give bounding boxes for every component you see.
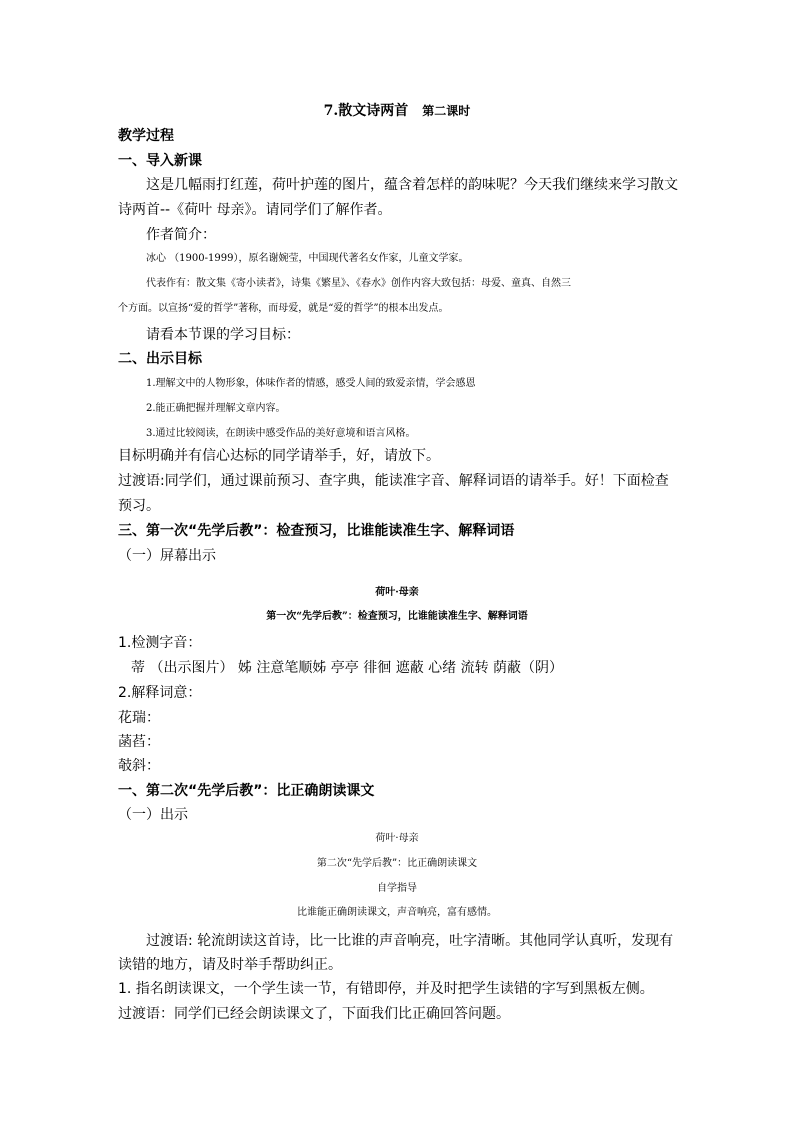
slide-2-title: 荷叶·母亲 xyxy=(375,833,419,844)
goal-2: 2.能正确把握并理解文章内容。 xyxy=(146,403,286,414)
transition-3: 过渡语：同学们已经会朗读课文了，下面我们比正确回答问题。 xyxy=(118,1006,510,1022)
transition-1-line-1: 过渡语:同学们，通过课前预习、查字典，能读准字音、解释词语的请举手。好！下面检查 xyxy=(118,473,669,489)
author-intro: 冰心 （1900-1999），原名谢婉莹，中国现代著名女作家，儿童文学家。 xyxy=(146,253,469,264)
goal-3: 3.通过比较阅读，在朗读中感受作品的美好意境和语言风格。 xyxy=(146,428,416,439)
intro-paragraph-line-2: 诗两首--《荷叶 母亲》。请同学们了解作者。 xyxy=(118,202,392,218)
author-heading: 作者简介： xyxy=(146,227,216,243)
vocabulary-item-2: 菡萏： xyxy=(118,734,160,750)
vocabulary-item-3: 攲斜： xyxy=(118,758,160,774)
section-4-heading: 一、第二次“先学后教”：比正确朗读课文 xyxy=(118,783,375,799)
vocabulary-heading: 2.解释词意： xyxy=(118,685,202,701)
show-2-label: （一）出示 xyxy=(118,807,188,823)
section-3-heading: 三、第一次“先学后教”：检查预习，比谁能读准生字、解释词语 xyxy=(118,523,515,539)
page-title xyxy=(0,102,794,120)
pronunciation-heading: 1.检测字音： xyxy=(118,635,202,651)
vocabulary-item-1: 花瑞： xyxy=(118,710,160,726)
transition-2-line-1: 过渡语: 轮流朗读这首诗，比一比谁的声音响亮，吐字清晰。其他同学认真听，发现有 xyxy=(146,933,674,949)
slide-2-guide: 自学指导 xyxy=(377,883,417,894)
section-1-heading: 一、导入新课 xyxy=(118,153,202,169)
section-2-heading: 二、出示目标 xyxy=(118,351,202,367)
works-line-1: 代表作有：散文集《寄小读者》，诗集《繁星》、《春水》创作内容大致包括：母爱、童真、自然三 xyxy=(146,278,571,289)
intro-paragraph-line-1: 这是几幅雨打红莲，荷叶护莲的图片，蕴含着怎样的韵味呢？今天我们继续来学习散文 xyxy=(146,177,678,193)
transition-2-line-2: 读错的地方，请及时举手帮助纠正。 xyxy=(118,957,342,973)
works-line-2: 个方面。以宣扬“爱的哲学”著称，而母爱，就是“爱的哲学”的根本出发点。 xyxy=(118,303,449,314)
slide-2-requirement: 比谁能正确朗读课文，声音响亮，富有感情。 xyxy=(297,907,497,918)
screen-show-label: （一）屏幕出示 xyxy=(118,548,216,564)
slide-2-subtitle: 第二次“先学后教”：比正确朗读课文 xyxy=(316,858,478,869)
slide-1-title: 荷叶·母亲 xyxy=(375,587,419,598)
pronunciation-words: 蒂 （出示图片） 姊 注意笔顺姊 亭亭 徘徊 遮蔽 心绪 流转 荫蔽（阴） xyxy=(131,660,564,676)
goals-prompt: 请看本节课的学习目标： xyxy=(146,327,300,343)
transition-1-line-2: 预习。 xyxy=(118,498,160,514)
teaching-process-heading: 教学过程 xyxy=(118,128,174,144)
title-text: 7.散文诗两首 xyxy=(323,103,409,119)
slide-1-subtitle: 第一次“先学后教”：检查预习，比谁能读准生字、解释词语 xyxy=(266,611,528,622)
title-subtitle: 第二课时 xyxy=(422,104,471,118)
goal-1: 1.理解文中的人物形象，体味作者的情感，感受人间的致爱亲情，学会感恩 xyxy=(146,378,476,389)
goal-confirm: 目标明确并有信心达标的同学请举手，好，请放下。 xyxy=(118,448,440,464)
step-1: 1. 指名朗读课文，一个学生读一节，有错即停，并及时把学生读错的字写到黑板左侧。 xyxy=(118,981,654,997)
